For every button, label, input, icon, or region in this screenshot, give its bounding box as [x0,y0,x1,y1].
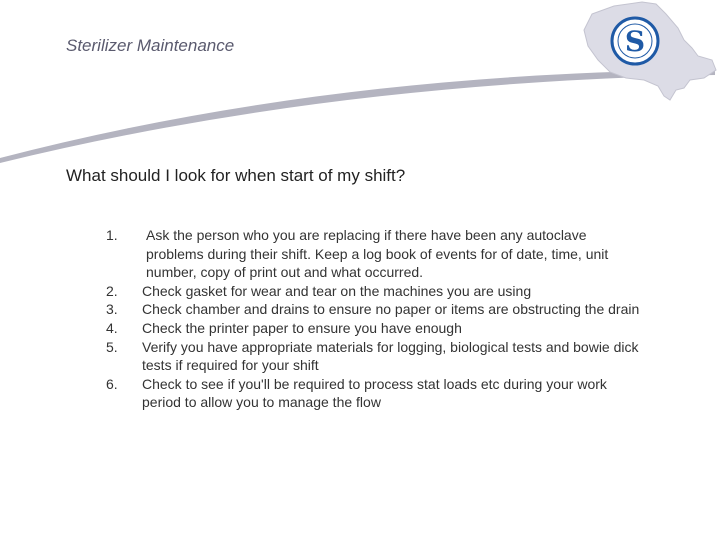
steps-list [100,226,645,412]
step-number: 2. [106,282,118,299]
step-text: Ask the person who you are replacing if there have been any autoclave problems during their shift. Keep a log book of events for of date, time, unit number, copy of print out and what occurred. [146,227,609,281]
step-number: 4. [106,319,118,336]
step-text: Verify you have appropriate materials for logging, biological tests and bowie dick tests if required for your shift [142,338,639,374]
list-item-step-6 [100,375,645,412]
step-text: Check gasket for wear and tear on the machines you are using [142,282,532,299]
step-number: 1. [106,227,118,243]
step-text: Check the printer paper to ensure you have enough [142,319,462,336]
logo-monogram: S [624,25,646,58]
step-number: 3. [106,301,118,318]
step-text: Check to see if you'll be required to process stat loads etc during your work period to allow you to manage the flow [142,375,607,411]
list-item-step-5 [100,338,645,375]
list-item-step-4 [100,319,645,338]
ontario-map-logo-icon [580,0,720,110]
list-item-step-3 [100,300,645,319]
slide-title: Sterilizer Maintenance [66,36,235,55]
step-text: Check chamber and drains to ensure no paper or items are obstructing the drain [142,301,640,318]
list-item-step-2 [100,282,645,301]
list-item-step-1 [100,226,645,282]
section-question: What should I look for when start of my shift? [66,166,406,185]
step-number: 5. [106,338,118,355]
step-number: 6. [106,375,118,392]
